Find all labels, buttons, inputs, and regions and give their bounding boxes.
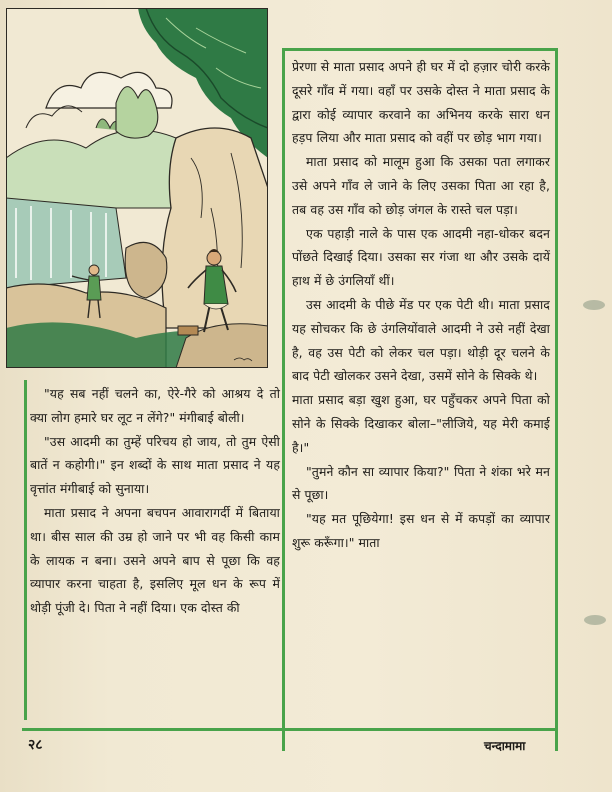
left-text-column xyxy=(30,382,280,620)
page-number: २८ xyxy=(28,737,43,753)
paragraph: "यह मत पूछियेगा! इस धन से में कपड़ों का व्यापार शुरू करूँगा।" माता xyxy=(292,511,550,550)
paragraph: प्रेरणा से माता प्रसाद अपने ही घर में दो हज़ार चोरी करके दूसरे गाँव में गया। वहाँ पर उसके दोस्त ने माता प्रसाद के द्वारा कोई व्यापार करवाने का अभिनय करके सारा धन हड़प लिया और माता प्रसाद को वहीं पर छोड़ भाग गया। xyxy=(292,59,550,146)
paragraph: "यह सब नहीं चलने का, ऐरे-गैरे को आश्रय दे तो क्या लोग हमारे घर लूट न लेंगे?" मंगीबाई बोली। xyxy=(30,386,280,425)
paragraph: उस आदमी के पीछे मेंड पर एक पेटी थी। माता प्रसाद यह सोचकर कि छे उंगलियोंवाले आदमी ने उसे नहीं देखा है, वह उस पेटी को लेकर चल पड़ा। थोड़ी दूर चलने के बाद पेटी खोलकर उसने देखा, उसमें सोने के सिक्के थे। xyxy=(292,296,550,384)
ink-smudge xyxy=(584,615,606,625)
right-text-column xyxy=(292,55,550,555)
story-illustration xyxy=(6,8,268,368)
ink-smudge xyxy=(583,300,605,310)
paragraph: माता प्रसाद बड़ा खुश हुआ, घर पहुँचकर अपने पिता को सोने के सिक्के दिखाकर बोला–"लीजिये, यह मेरी कमाई है।" xyxy=(292,392,550,455)
illustration-svg xyxy=(6,8,268,368)
paragraph: "तुमने कौन सा व्यापार किया?" पिता ने शंका भरे मन से पूछा। xyxy=(292,463,550,503)
paragraph: माता प्रसाद ने अपना बचपन आवारागर्दी में बिताया था। बीस साल की उम्र हो जाने पर भी वह किसी काम के लायक न बना। उसने अपने बाप से पूछा कि वह व्यापार करना चाहता है, इसलिए मूल धन के रूप में थोड़ी पूंजी दे। पिता ने नहीं दिया। एक दोस्त की xyxy=(30,504,280,616)
paragraph: "उस आदमी का तुम्हें परिचय हो जाय, तो तुम ऐसी बातें न कहोगी।" इन शब्दों के साथ माता प्रसाद ने यह वृत्तांत मंगीबाई को सुनाया। xyxy=(30,433,280,497)
left-column-border xyxy=(24,380,27,720)
magazine-name: चन्दामामा xyxy=(484,739,526,753)
bottom-rule xyxy=(22,728,556,731)
paragraph: एक पहाड़ी नाले के पास एक आदमी नहा-धोकर बदन पोंछते दिखाई दिया। उसका सर गंजा था और उसके दायें हाथ में छे उंगलियाँ थीं। xyxy=(292,225,550,289)
paragraph: माता प्रसाद को मालूम हुआ कि उसका पता लगाकर उसे अपने गाँव ले जाने के लिए उसका पिता आ रहा है, तब वह उस गाँव को छोड़ जंगल के रास्ते चल पड़ा। xyxy=(292,154,550,217)
